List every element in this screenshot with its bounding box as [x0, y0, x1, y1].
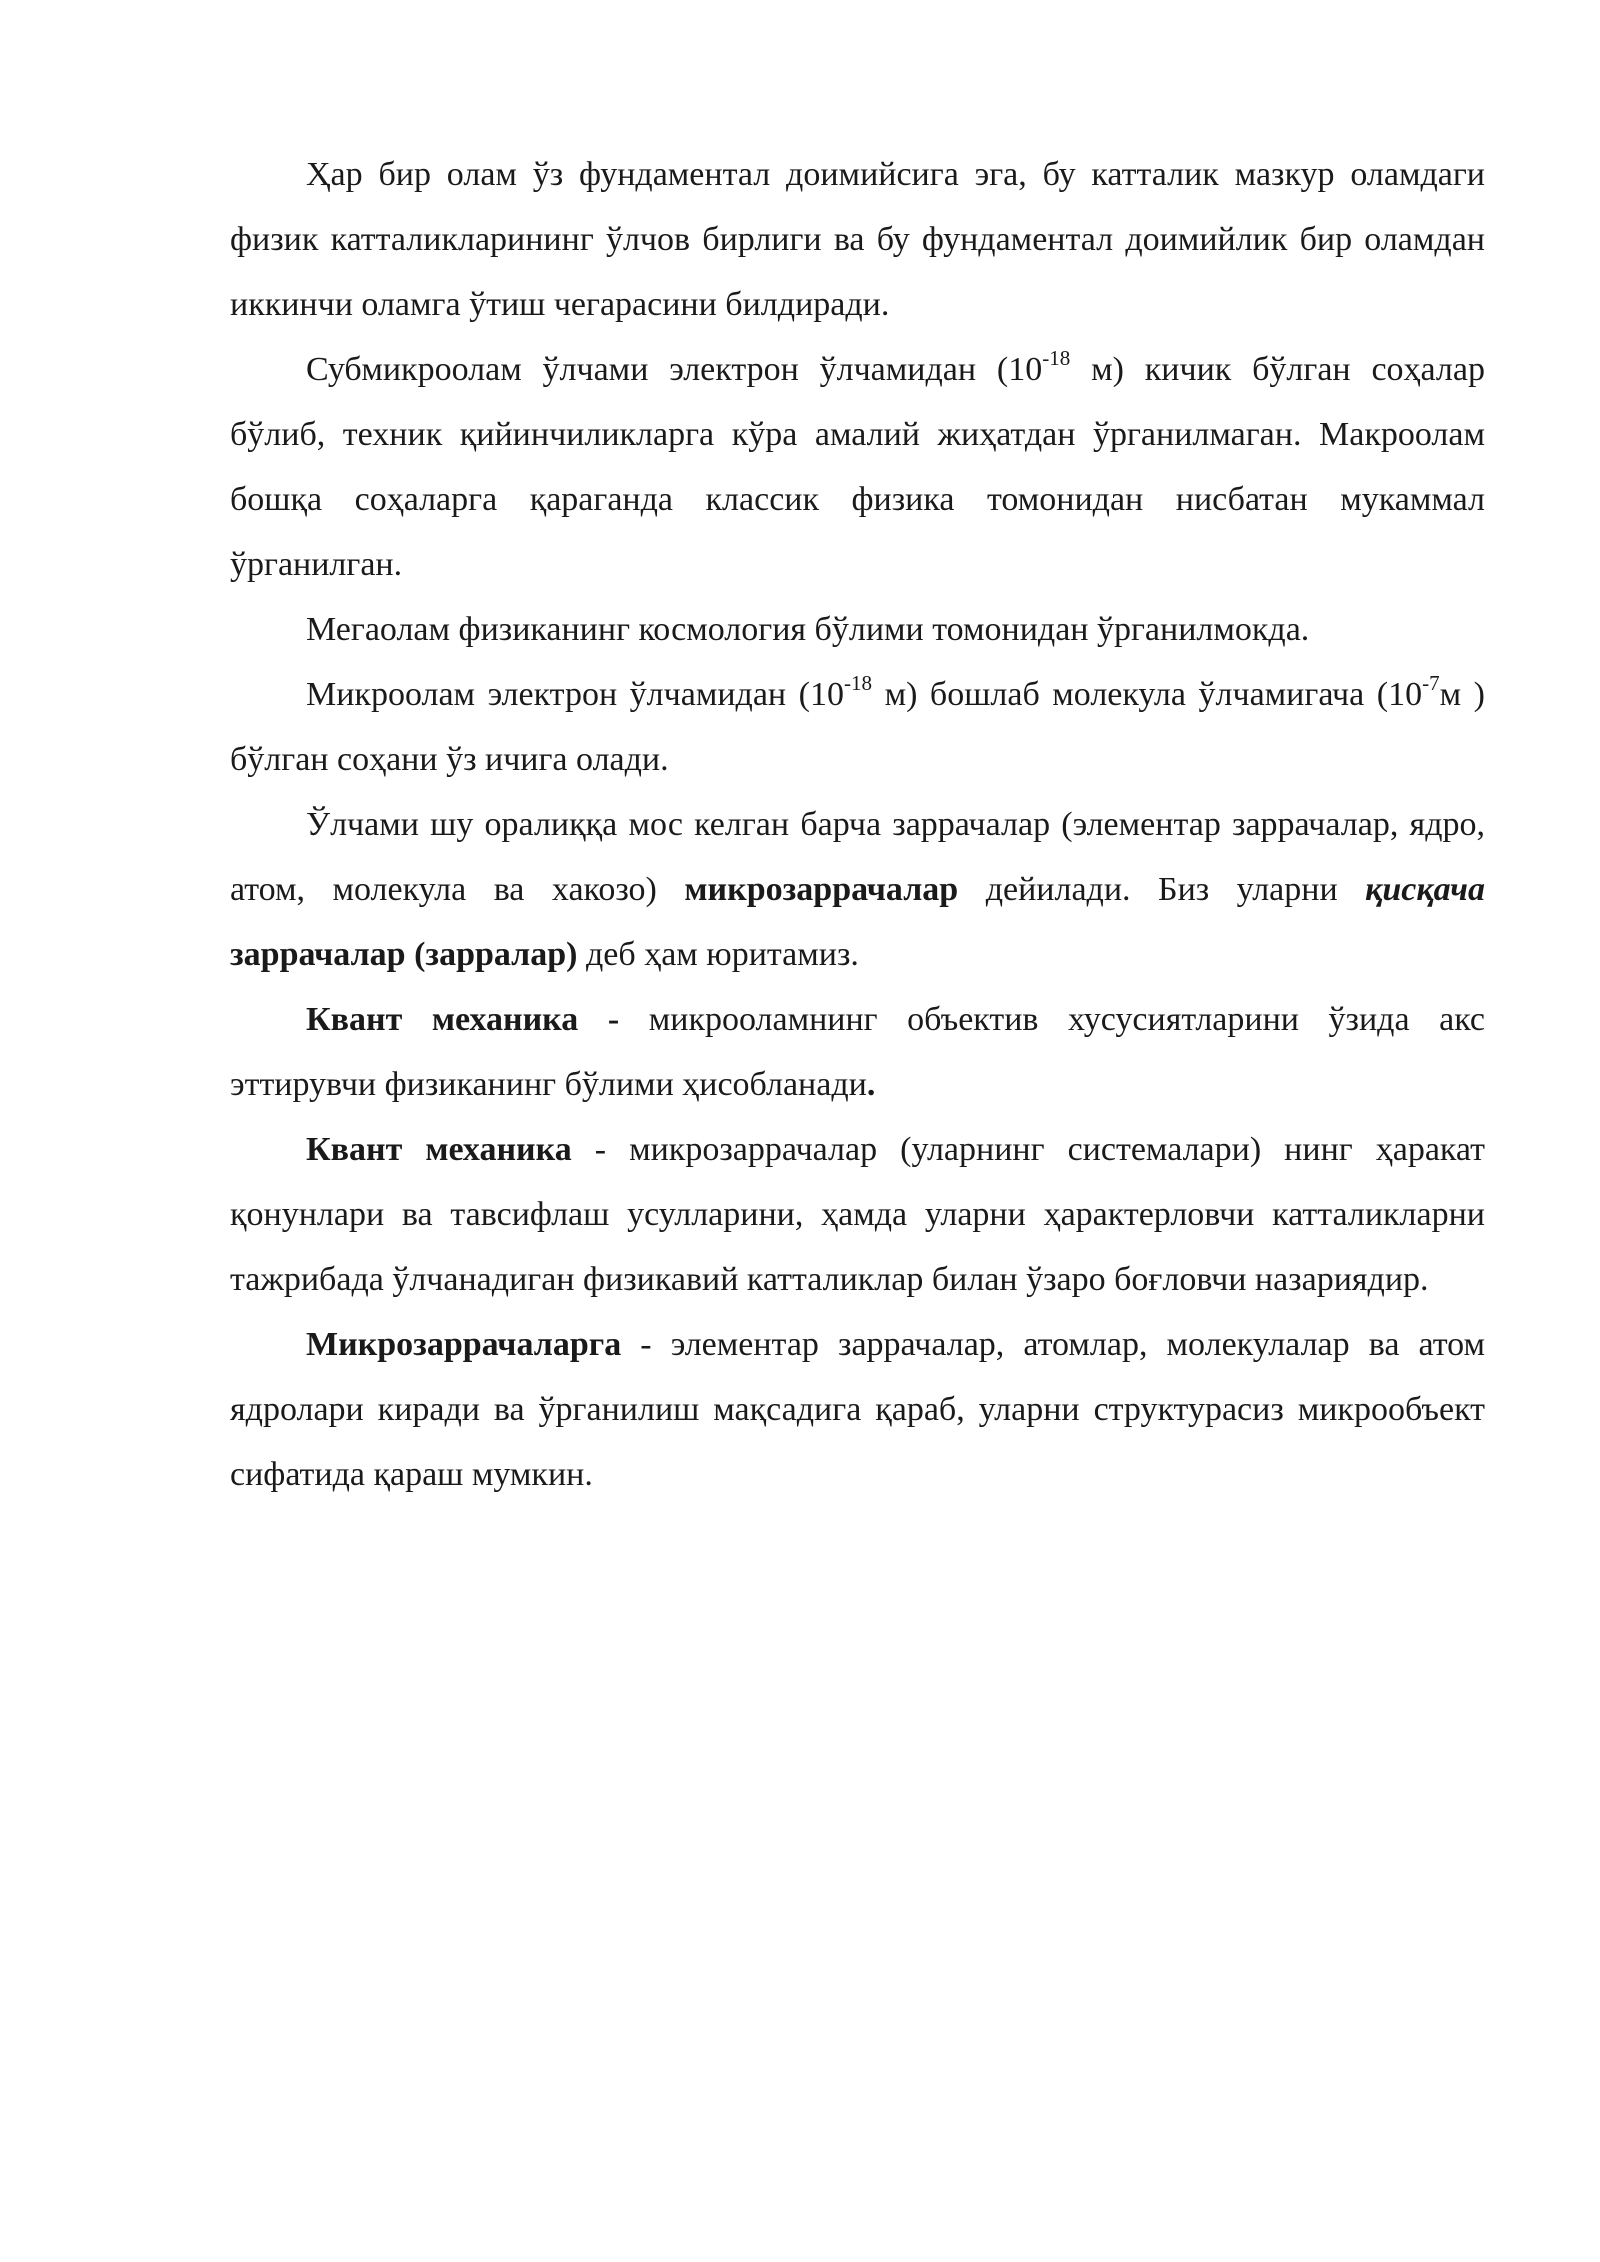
- text-run: Субмикроолам ўлчами электрон ўлчамидан (10: [306, 351, 1043, 388]
- text-run: микрооламнинг объектив хусусиятларини ўзида акс эттирувчи физиканинг бўлими ҳисобланади: [230, 1001, 1485, 1103]
- bold-term: микрозаррачалар: [684, 871, 959, 908]
- text-run: Ҳар бир олам ўз фундаментал доимийсига эга, бу катталик мазкур оламдаги физик катталикларининг ўлчов бирлиги ва бу фундаментал доимийлик бир оламдан иккинчи оламга ўтиш чегарасини билдиради.: [230, 156, 1485, 323]
- text-run: м) кичик бўлган соҳалар бўлиб, техник қийинчиликларга кўра амалий жиҳатдан ўрганилмаган. Макроолам бошқа соҳаларга қараганда классик физика томонидан нисбатан мукаммал ўрганилган.: [230, 351, 1485, 583]
- text-run: Ўлчами шу оралиққа мос келган барча заррачалар (элементар заррачалар, ядро, атом, молекула ва хакозо): [230, 806, 1485, 908]
- paragraph-quantum-mechanics-definition-2: [230, 1117, 1485, 1312]
- text-run: Микроолам электрон ўлчамидан (10: [306, 676, 844, 713]
- paragraph-microworld: [230, 662, 1485, 792]
- bold-italic-term: қисқача: [1365, 871, 1486, 908]
- bold-period: .: [866, 1066, 876, 1103]
- paragraph-fundamental-constant: [230, 142, 1485, 337]
- text-run: деб ҳам юритамиз.: [577, 936, 859, 973]
- text-run: м ) бўлган соҳани ўз ичига олади.: [230, 676, 1485, 778]
- exponent: -7: [1422, 670, 1440, 695]
- bold-term: Микрозаррачаларга: [306, 1326, 622, 1363]
- bold-term: заррачалар (зарралар): [230, 936, 578, 973]
- text-run: - элементар заррачалар, атомлар, молекулалар ва атом ядролари киради ва ўрганилиш мақсадига қараб, уларни структурасиз микрообъект сифатида қараш мумкин.: [230, 1326, 1485, 1493]
- exponent: -18: [1042, 345, 1071, 370]
- bold-term: Квант механика -: [306, 1001, 620, 1038]
- exponent: -18: [843, 670, 873, 695]
- paragraph-submicroworld: [230, 337, 1485, 597]
- document-body: [230, 142, 1485, 1507]
- paragraph-microparticles-list: [230, 1312, 1485, 1507]
- paragraph-microparticles: [230, 792, 1485, 987]
- text-run: м) бошлаб молекула ўлчамигача (10: [872, 676, 1423, 713]
- text-run: дейилади. Биз уларни: [958, 871, 1366, 908]
- paragraph-quantum-mechanics-definition-1: [230, 987, 1485, 1117]
- text-run: - микрозаррачалар (уларнинг системалари) нинг ҳаракат қонунлари ва тавсифлаш усулларини, ҳамда уларни ҳарактерловчи катталикларни тажрибада ўлчанадиган физикавий катталиклар билан ўзаро боғловчи назариядир.: [230, 1131, 1485, 1298]
- text-run: Мегаолам физиканинг космология бўлими томонидан ўрганилмокда.: [306, 611, 1310, 648]
- bold-term: Квант механика: [306, 1131, 572, 1168]
- paragraph-megaworld: [230, 597, 1485, 662]
